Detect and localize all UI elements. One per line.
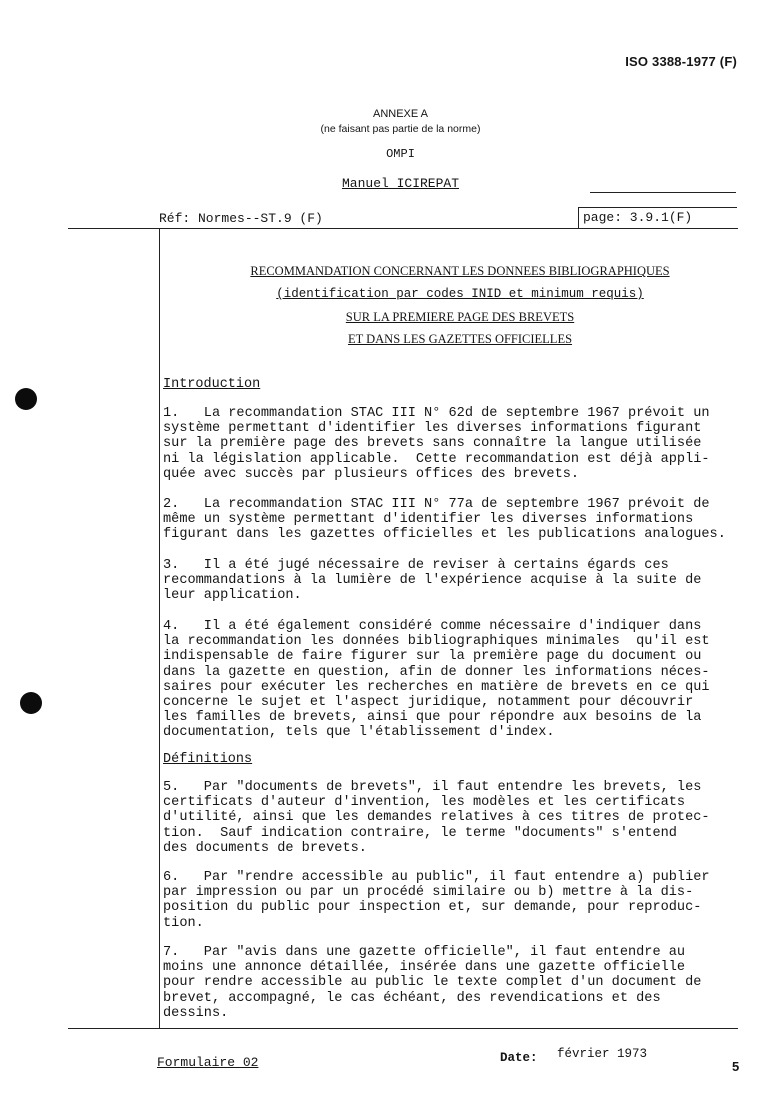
paragraph-2: 2. La recommandation STAC III N° 77a de septembre 1967 prévoit de même un système permettant d'identifier les diverses informations figurant dans les gazettes officielles et les publications analogues. — [163, 497, 726, 543]
punch-hole-lower — [20, 692, 42, 714]
paragraph-5: 5. Par "documents de brevets", il faut entendre les brevets, les certificats d'auteur d'invention, les modèles et les certificats d'utilité, ainsi que les demandes relatives à ces titres de protec- tion. Sauf indication contraire, le terme "documents" s'entend des documents de brevets. — [163, 780, 710, 856]
header-rule — [68, 228, 738, 229]
annex-note: (ne faisant pas partie de la norme) — [320, 123, 481, 135]
paragraph-3: 3. Il a été jugé nécessaire de reviser à certains égards ces recommandations à la lumière de l'expérience acquise à la suite de leur application. — [163, 558, 702, 604]
document-title-line-4: ET DANS LES GAZETTES OFFICIELLES — [347, 332, 573, 346]
introduction-heading: Introduction — [163, 377, 261, 392]
paragraph-6: 6. Par "rendre accessible au public", il faut entendre a) publier par impression ou par un procédé similaire ou b) mettre à la dis- position du public pour inspection et, sur demande, pour reproduc- tion. — [163, 870, 710, 931]
punch-hole-upper — [15, 388, 37, 410]
manual-title: Manuel ICIREPAT — [341, 176, 460, 191]
paragraph-4: 4. Il a été également considéré comme nécessaire d'indiquer dans la recommandation les données bibliographiques minimales qu'il est indispensable de faire figurer sur la première page du document ou dans la gazette en question, afin de donner les informations néces- saires pour exécuter les recherches en matière de brevets en ce qui concerne le sujet et l'aspect juridique, notamment pour découvrir les familles de brevets, ainsi que pour répondre aux besoins de la documentation, tels que l'établissement d'index. — [163, 619, 710, 741]
form-label: Formulaire 02 — [157, 1055, 259, 1070]
page-number: 5 — [732, 1059, 740, 1074]
definitions-heading: Définitions — [163, 752, 253, 767]
footer-rule — [68, 1028, 738, 1029]
document-title-line-2: (identification par codes INID et minimum requis) — [276, 287, 644, 301]
paragraph-1: 1. La recommandation STAC III N° 62d de septembre 1967 prévoit un système permettant d'identifier les diverses informations figurant sur la première page des brevets sans connaître la langue utilisée ni la législation applicable. Cette recommandation est déjà appli- quée avec succès par plusieurs offices des brevets. — [163, 406, 710, 482]
page-label: page: 3.9.1(F) — [583, 210, 693, 225]
paragraph-7: 7. Par "avis dans une gazette officielle", il faut entendre au moins une annonce détaillée, insérée dans une gazette officielle pour rendre accessible au public le texte complet d'un document de brevet, accompagné, le cas échéant, des revendications et des dessins. — [163, 945, 702, 1021]
annex-title: ANNEXE A — [372, 108, 429, 120]
organization-name: OMPI — [386, 147, 415, 161]
document-title-line-3: SUR LA PREMIERE PAGE DES BREVETS — [345, 310, 575, 324]
iso-reference: ISO 3388-1977 (F) — [625, 54, 737, 69]
date-label: Date: — [500, 1051, 538, 1065]
date-value: février 1973 — [557, 1047, 648, 1061]
left-margin-rule — [159, 228, 160, 1028]
header-top-rule — [590, 192, 736, 193]
reference-label: Réf: Normes--ST.9 (F) — [159, 211, 323, 226]
document-title-line-1: RECOMMANDATION CONCERNANT LES DONNEES BIBLIOGRAPHIQUES — [250, 264, 670, 278]
